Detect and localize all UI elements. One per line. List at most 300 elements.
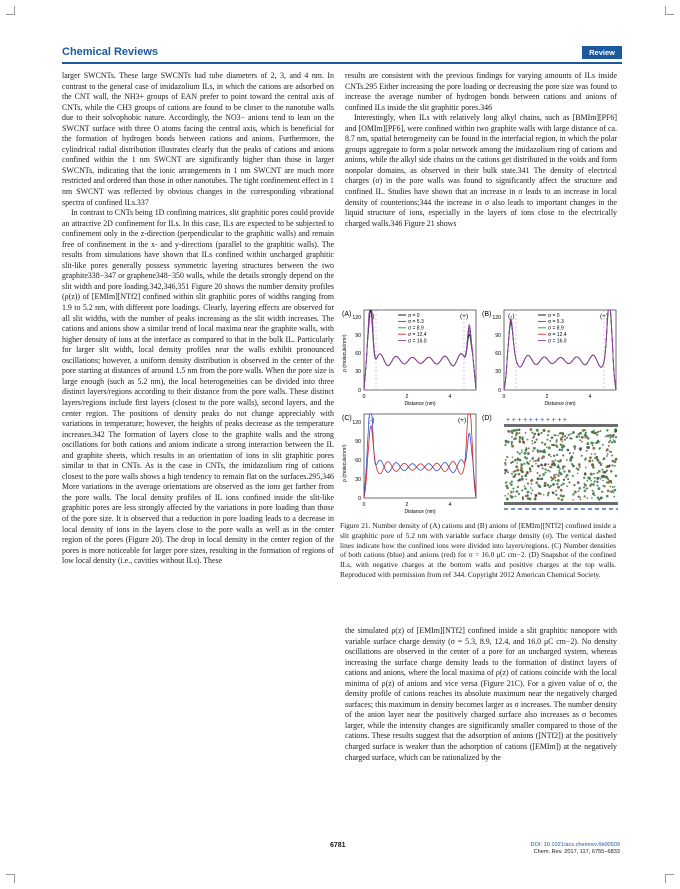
ion — [505, 470, 507, 472]
ion — [596, 481, 598, 483]
ion — [571, 455, 573, 457]
ion — [607, 490, 610, 493]
ion — [565, 476, 567, 478]
ion — [531, 489, 533, 491]
ion — [509, 431, 511, 433]
ion — [550, 456, 552, 458]
ion — [584, 490, 587, 493]
ion — [584, 484, 587, 487]
legend-label: σ = 12.4 — [548, 332, 567, 338]
ion — [561, 446, 563, 448]
ion — [549, 440, 551, 442]
ion — [558, 472, 561, 475]
ion — [556, 439, 558, 441]
ion — [527, 497, 529, 499]
ion — [589, 456, 592, 459]
svg-text:0: 0 — [498, 388, 501, 394]
ion — [553, 455, 555, 457]
ion — [519, 439, 521, 441]
ion — [607, 453, 609, 455]
ion — [522, 440, 525, 443]
ion — [535, 463, 537, 465]
ion — [506, 481, 508, 483]
ion — [512, 456, 514, 458]
ion — [577, 481, 580, 484]
ion — [517, 479, 519, 481]
ion — [566, 459, 568, 461]
ion — [533, 433, 536, 436]
ion — [541, 441, 543, 443]
ion — [518, 473, 521, 476]
ion — [574, 491, 577, 494]
ion — [509, 482, 511, 484]
neg-label: (-) — [368, 417, 375, 424]
ion — [597, 487, 600, 490]
legend-label: σ = 12.4 — [408, 332, 427, 338]
ion — [516, 490, 519, 493]
svg-text:90: 90 — [355, 439, 361, 445]
ion — [586, 487, 588, 489]
ion — [519, 436, 522, 439]
ion — [564, 446, 566, 448]
ion — [555, 444, 557, 446]
ion — [568, 471, 570, 473]
ion — [610, 482, 612, 484]
ion — [505, 459, 507, 461]
ion — [563, 495, 565, 497]
ion — [586, 446, 588, 448]
ion — [603, 459, 605, 461]
ion — [518, 493, 520, 495]
ion — [558, 449, 561, 452]
ion — [552, 483, 555, 486]
page-number: 6781 — [330, 842, 346, 849]
ion — [560, 494, 562, 496]
paragraph: larger SWCNTs. These large SWCNTs had tube diameters of 2, 3, and 4 nm. In contrast to the general case of imidazolium ILs, in which the cations are adsorbed on the CNT wall, the NH3+ groups of EAN prefer to point toward the central axis of CNTs, while the CH3 groups of cations are found to be closer to the nanotube walls due to their solvophobic nature. Accordingly, the NO3− anions tend to lean on the SWCNT surface with three O atoms facing the central axis, which is beneficial for the formation of hydrogen bonds between cations and anions. Furthermore, the cylindrical radial distribution illustrates clearly that the peaks of cations and anions confined within the 1 nm SWCNT are significantly higher than those in larger SWCNTs, indicating that the ionic arrangements in 1 nm SWCNT are much more restricted and ordered than those in other nanotubes. The tight confinement effect in 1 nm SWCNT was reflected by obvious changes in the corresponding vibrational spectra of confined ILs.337 — [62, 71, 334, 207]
ion — [524, 452, 527, 455]
ion — [548, 470, 550, 472]
ion — [505, 464, 507, 466]
svg-text:90: 90 — [495, 333, 501, 339]
ion — [592, 445, 594, 447]
ion — [608, 480, 611, 483]
ion — [547, 494, 549, 496]
ion — [564, 435, 566, 437]
y-axis-label: ρ (molecule/nm³) — [342, 334, 348, 372]
ion — [504, 444, 506, 446]
ion — [557, 479, 560, 482]
svg-text:2: 2 — [405, 394, 409, 400]
ion — [544, 482, 547, 485]
legend-label: σ = 5.3 — [408, 319, 424, 326]
ion — [537, 459, 540, 462]
ion — [606, 450, 608, 452]
ion — [602, 444, 604, 446]
ion — [551, 480, 553, 482]
left-column — [62, 71, 334, 567]
ion — [606, 482, 608, 484]
ion — [581, 455, 583, 457]
ion — [569, 459, 572, 462]
ion — [570, 433, 572, 435]
ion — [527, 482, 529, 484]
ion — [547, 484, 550, 487]
ion — [611, 435, 614, 438]
ion — [515, 432, 518, 435]
ion — [557, 466, 559, 468]
svg-text:0: 0 — [358, 496, 361, 502]
ion — [590, 473, 593, 476]
ion — [614, 489, 617, 492]
ion — [547, 434, 549, 436]
right-column-bottom — [345, 626, 617, 763]
ion — [613, 440, 616, 443]
ion — [543, 429, 546, 432]
x-ticks-a — [363, 394, 452, 400]
ion — [561, 498, 564, 501]
ion — [586, 442, 589, 445]
ion — [551, 460, 553, 462]
ion — [597, 431, 599, 433]
ion — [528, 447, 530, 449]
ion — [597, 440, 599, 442]
svg-text:4: 4 — [588, 394, 592, 400]
paragraph: results are consistent with the previous findings for varying amounts of ILs inside CNTs.295 Either increasing the pore loading or decreasing the pore size was found to increase the average number of hydrogen bonds between cations and anions of confined ILs inside the slit graphitic pores.346 — [345, 71, 617, 112]
ion — [579, 436, 581, 438]
ion — [591, 453, 593, 455]
ion — [607, 479, 609, 481]
ion — [611, 454, 613, 456]
ion — [548, 492, 550, 494]
ion — [597, 496, 600, 499]
ion — [598, 461, 601, 464]
ion — [555, 459, 557, 461]
ion — [557, 486, 560, 489]
panel-d — [482, 415, 618, 509]
ion — [601, 491, 603, 493]
ion — [529, 460, 531, 462]
figure-21-graphic — [340, 306, 618, 516]
ion — [608, 465, 611, 468]
ion — [601, 475, 604, 478]
ion — [518, 432, 520, 434]
y-ticks-a — [352, 315, 361, 394]
x-axis-label: Distance (nm) — [404, 401, 436, 407]
ion — [547, 430, 550, 433]
ion — [581, 436, 584, 439]
ion — [566, 485, 568, 487]
figure-caption: Figure 21. Number density of (A) cations and (B) anions of [EMIm][NTf2] confined inside a slit graphitic pore of 5.2 nm with variable surface charge density (σ). The vertical dashed lines indicate how the confined ions were divided into layers/regions. (C) Number densities of both cations (blue) and anions (red) for σ = 16.0 μC cm−2. (D) Snapshot of the confined ILs, with negative charges at the bottom walls and positive charges at the top walls. Reproduced with permission from ref 344. Copyright 2012 American Chemical Society. — [340, 521, 616, 579]
ion — [594, 477, 596, 479]
ion — [582, 429, 585, 432]
ion — [594, 453, 596, 455]
ion — [552, 491, 554, 493]
ion — [578, 463, 581, 466]
ion — [581, 441, 583, 443]
svg-text:60: 60 — [355, 458, 361, 464]
ion — [517, 486, 519, 488]
plot-frame — [364, 414, 476, 498]
ion — [541, 465, 543, 467]
ion — [539, 478, 541, 480]
ion — [540, 493, 542, 495]
ion — [599, 447, 601, 449]
ion — [545, 472, 547, 474]
ion — [579, 466, 581, 468]
ion — [513, 475, 516, 478]
ion — [578, 496, 580, 498]
ion — [573, 445, 576, 448]
ion — [560, 438, 563, 441]
ion — [611, 441, 613, 443]
ion — [516, 469, 519, 472]
ion — [563, 470, 565, 472]
ion — [601, 469, 603, 471]
ion — [572, 465, 575, 468]
ion — [539, 450, 542, 453]
ion — [514, 459, 517, 462]
ion — [560, 444, 563, 447]
ion — [609, 451, 611, 453]
ion — [530, 487, 532, 489]
x-ticks-c — [363, 502, 452, 508]
ion — [592, 460, 594, 462]
ion — [521, 489, 523, 491]
ion — [557, 497, 560, 500]
ion — [609, 437, 611, 439]
ion — [611, 464, 613, 466]
ion — [535, 496, 537, 498]
ion — [600, 497, 603, 500]
ion — [562, 441, 564, 443]
svg-text:60: 60 — [495, 351, 501, 357]
ion — [572, 499, 574, 501]
panel-a-label: (A) — [342, 311, 352, 318]
ion — [584, 429, 586, 431]
ion — [510, 496, 512, 498]
ion — [594, 480, 596, 482]
ion — [558, 470, 560, 472]
ion — [610, 491, 612, 493]
density-curve — [364, 414, 476, 498]
svg-text:60: 60 — [355, 351, 361, 357]
ion — [543, 494, 545, 496]
ion — [514, 437, 517, 440]
y-ticks-b — [492, 315, 501, 394]
ion — [583, 477, 585, 479]
ion — [600, 478, 602, 480]
ion — [613, 496, 615, 498]
ion — [521, 449, 523, 451]
ion — [553, 474, 555, 476]
ion — [573, 452, 575, 454]
ion — [567, 478, 569, 480]
ion — [510, 491, 513, 494]
pos-label: (+) — [458, 417, 467, 424]
ion — [590, 442, 593, 445]
svg-text:4: 4 — [448, 394, 452, 400]
ion — [548, 464, 550, 466]
ion — [564, 438, 566, 440]
neg-label: (-) — [368, 313, 375, 320]
ion — [555, 434, 557, 436]
ion — [536, 449, 538, 451]
ion — [615, 436, 617, 438]
ion — [611, 460, 614, 463]
ion — [572, 475, 574, 477]
ion — [557, 460, 559, 462]
ion — [505, 442, 507, 444]
ion — [529, 497, 532, 500]
ion — [593, 473, 595, 475]
ion — [544, 484, 547, 487]
ion — [563, 479, 565, 481]
ion — [562, 454, 564, 456]
ion — [517, 451, 519, 453]
ion — [527, 452, 530, 455]
ion — [609, 434, 611, 436]
ion — [538, 484, 541, 487]
ion — [507, 493, 509, 495]
panel-a — [342, 310, 476, 407]
ion — [519, 453, 521, 455]
paragraph: the simulated ρ(z) of [EMIm][NTf2] confined inside a slit graphitic nanopore with variable surface charge density (σ = 5.3, 8.9, 12.4, and 16.0 μC cm−2). No density oscillations are observed in the center of a pore for an uncharged system, whereas increasing the surface charge density leads to the formation of distinct layers of cations and anions, where the local maxima of ρ(z) of cations coincide with the local minima of ρ(z) of anions and vice versa (Figure 21C). For a given value of σ, the density profile of cations reaches its absolute maximum near the negatively charged surfaces; this maximum in density becomes larger as σ increases. The number density of the anion layer near the positively charged surface also increases as σ becomes larger, while the intensity changes are significantly smaller compared to those of the cations. These results suggest that the adsorption of anions ([NTf2]) at the positively charged surface is weaker than the adsorption of cations ([EMIm]) at the negatively charged surface, which can be rationalized by the — [345, 626, 617, 762]
ion — [525, 457, 528, 460]
ion — [511, 443, 513, 445]
ion — [531, 465, 533, 467]
ion — [584, 433, 587, 436]
svg-text:0: 0 — [358, 388, 361, 394]
ion — [562, 433, 564, 435]
ion — [559, 468, 561, 470]
ion — [546, 446, 548, 448]
ion — [555, 480, 557, 482]
ion — [583, 495, 585, 497]
ion — [551, 463, 554, 466]
neg-label: (-) — [508, 313, 515, 320]
crop-mark — [6, 874, 15, 883]
ion — [531, 432, 533, 434]
ion — [525, 474, 527, 476]
ion — [572, 431, 574, 433]
ion — [524, 487, 527, 490]
ion — [526, 471, 529, 474]
ion — [551, 437, 553, 439]
ion — [535, 460, 537, 462]
svg-text:120: 120 — [492, 315, 501, 321]
ion — [578, 433, 580, 435]
curves-c — [364, 414, 476, 498]
ion-snapshot — [504, 428, 618, 501]
ion — [535, 481, 538, 484]
svg-text:30: 30 — [355, 477, 361, 483]
ion — [579, 498, 581, 500]
ion — [561, 449, 563, 451]
ion — [595, 456, 598, 459]
ion — [586, 450, 588, 452]
panel-c-label: (C) — [342, 415, 352, 422]
ion — [505, 485, 508, 488]
ion — [591, 497, 593, 499]
ion — [531, 483, 533, 485]
ion — [585, 467, 587, 469]
ion — [615, 475, 618, 478]
legend-label: σ = 8.9 — [408, 325, 424, 332]
ion — [606, 429, 608, 431]
ion — [511, 432, 513, 434]
ion — [549, 466, 551, 468]
ion — [568, 481, 570, 483]
ion — [584, 472, 586, 474]
crop-mark — [665, 6, 674, 15]
ion — [507, 441, 510, 444]
svg-text:90: 90 — [355, 333, 361, 339]
ion — [533, 460, 535, 462]
ion — [552, 444, 554, 446]
ion — [614, 465, 616, 467]
pos-label: (+) — [600, 313, 609, 320]
header-rule — [62, 62, 622, 64]
ion — [537, 465, 540, 468]
figure-21 — [340, 306, 618, 516]
ion — [507, 471, 509, 473]
ion — [511, 436, 513, 438]
svg-text:120: 120 — [352, 315, 361, 321]
ion — [549, 486, 551, 488]
section-badge: Review — [582, 46, 622, 59]
ion — [529, 428, 532, 431]
page-header — [62, 46, 622, 62]
ion — [606, 495, 609, 498]
ion — [574, 448, 576, 450]
ion — [557, 435, 559, 437]
ion — [605, 435, 607, 437]
ion — [554, 476, 557, 479]
ion — [555, 490, 557, 492]
citation: Chem. Rev. 2017, 117, 6755−6833 — [533, 849, 620, 855]
ion — [513, 491, 515, 493]
ion — [578, 487, 581, 490]
ion — [580, 447, 582, 449]
ion — [588, 477, 591, 480]
ion — [555, 474, 557, 476]
ion — [612, 486, 614, 488]
ion — [562, 468, 564, 470]
doi-link[interactable]: DOI: 10.1021/acs.chemrev.6b00509 — [530, 842, 620, 848]
ion — [606, 470, 608, 472]
ion — [584, 458, 586, 460]
ion — [515, 495, 517, 497]
legend-label: σ = 8.9 — [548, 325, 564, 332]
ion — [520, 467, 523, 470]
svg-text:4: 4 — [448, 502, 452, 508]
ion — [572, 493, 574, 495]
legend-label: σ = 16.0 — [548, 338, 567, 345]
ion — [522, 497, 524, 499]
ion — [525, 447, 527, 449]
ion — [556, 454, 558, 456]
ion — [555, 441, 557, 443]
ion — [533, 447, 536, 450]
ion — [587, 446, 590, 449]
ion — [566, 437, 568, 439]
legend-label: σ = 5.3 — [548, 319, 564, 326]
legend-b — [538, 313, 567, 345]
top-wall — [504, 424, 618, 427]
ion — [523, 463, 525, 465]
ion — [577, 468, 579, 470]
footer-doi — [531, 842, 620, 856]
